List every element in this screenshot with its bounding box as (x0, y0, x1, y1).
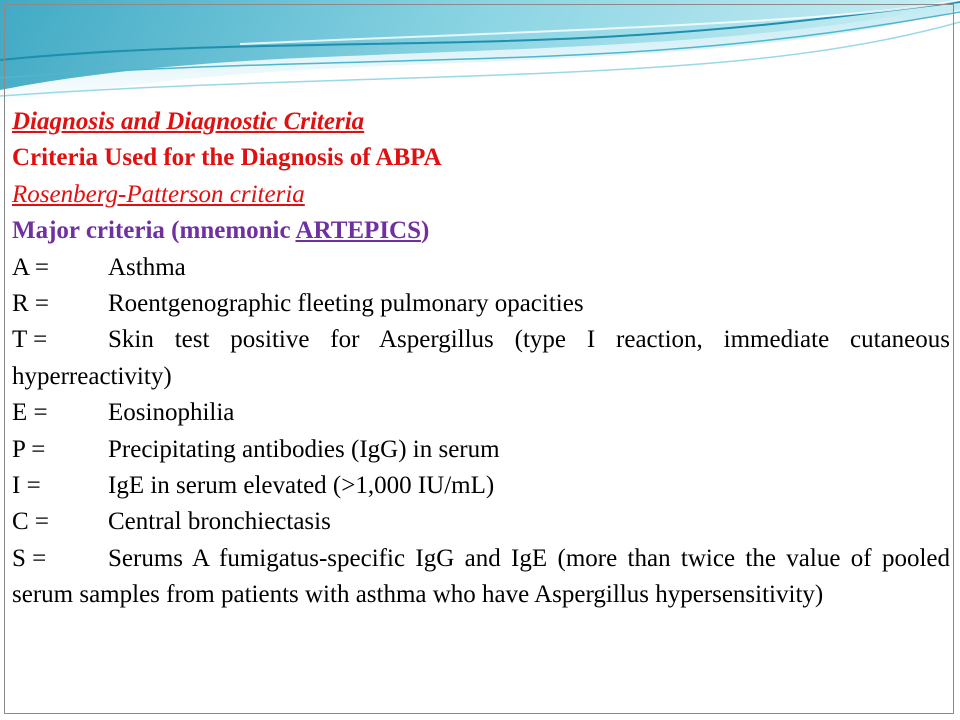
criterion-key: C = (12, 508, 50, 536)
criterion-key: S = (12, 544, 47, 572)
criterion-key: I = (12, 472, 41, 500)
subheading: Criteria Used for the Diagnosis of ABPA (12, 144, 442, 172)
major-criteria-prefix: Major criteria (mnemonic (12, 217, 296, 245)
criterion-key: E = (12, 399, 48, 427)
criteria-name: Rosenberg-Patterson criteria (12, 180, 305, 208)
decorative-wave-banner (0, 0, 960, 112)
criterion-key: P = (12, 435, 46, 463)
criterion-text: Asthma (108, 253, 186, 281)
major-criteria-suffix: ) (421, 217, 430, 245)
criterion-row (12, 395, 950, 431)
slide-content (12, 104, 950, 614)
criterion-row (12, 504, 950, 540)
criterion-key: R = (12, 290, 50, 318)
criterion-text: IgE in serum elevated (>1,000 IU/mL) (108, 472, 495, 500)
mnemonic: ARTEPICS (295, 217, 422, 245)
criterion-text: Central bronchiectasis (108, 508, 331, 536)
heading: Diagnosis and Diagnostic Criteria (12, 108, 365, 135)
criterion-row (12, 286, 950, 322)
criterion-text: Precipitating antibodies (IgG) in serum (108, 435, 500, 463)
criterion-text: Roentgenographic fleeting pulmonary opacities (108, 290, 584, 318)
criterion-row (12, 432, 950, 468)
criterion-text: Skin test positive for Aspergillus (type I reaction, immediate cutaneous hyperreactivity) (12, 326, 950, 390)
criterion-row (12, 322, 950, 395)
criterion-row (12, 541, 950, 614)
criterion-text: Eosinophilia (108, 399, 235, 427)
criterion-key: A = (12, 253, 50, 281)
criterion-key: T = (12, 326, 48, 354)
criterion-row (12, 468, 950, 504)
major-criteria-heading (12, 213, 950, 249)
criterion-row (12, 250, 950, 286)
criterion-text: Serums A fumigatus-specific IgG and IgE (more than twice the value of pooled serum samples from patients with asthma who have Aspergillus hypersensitivity) (12, 544, 950, 609)
